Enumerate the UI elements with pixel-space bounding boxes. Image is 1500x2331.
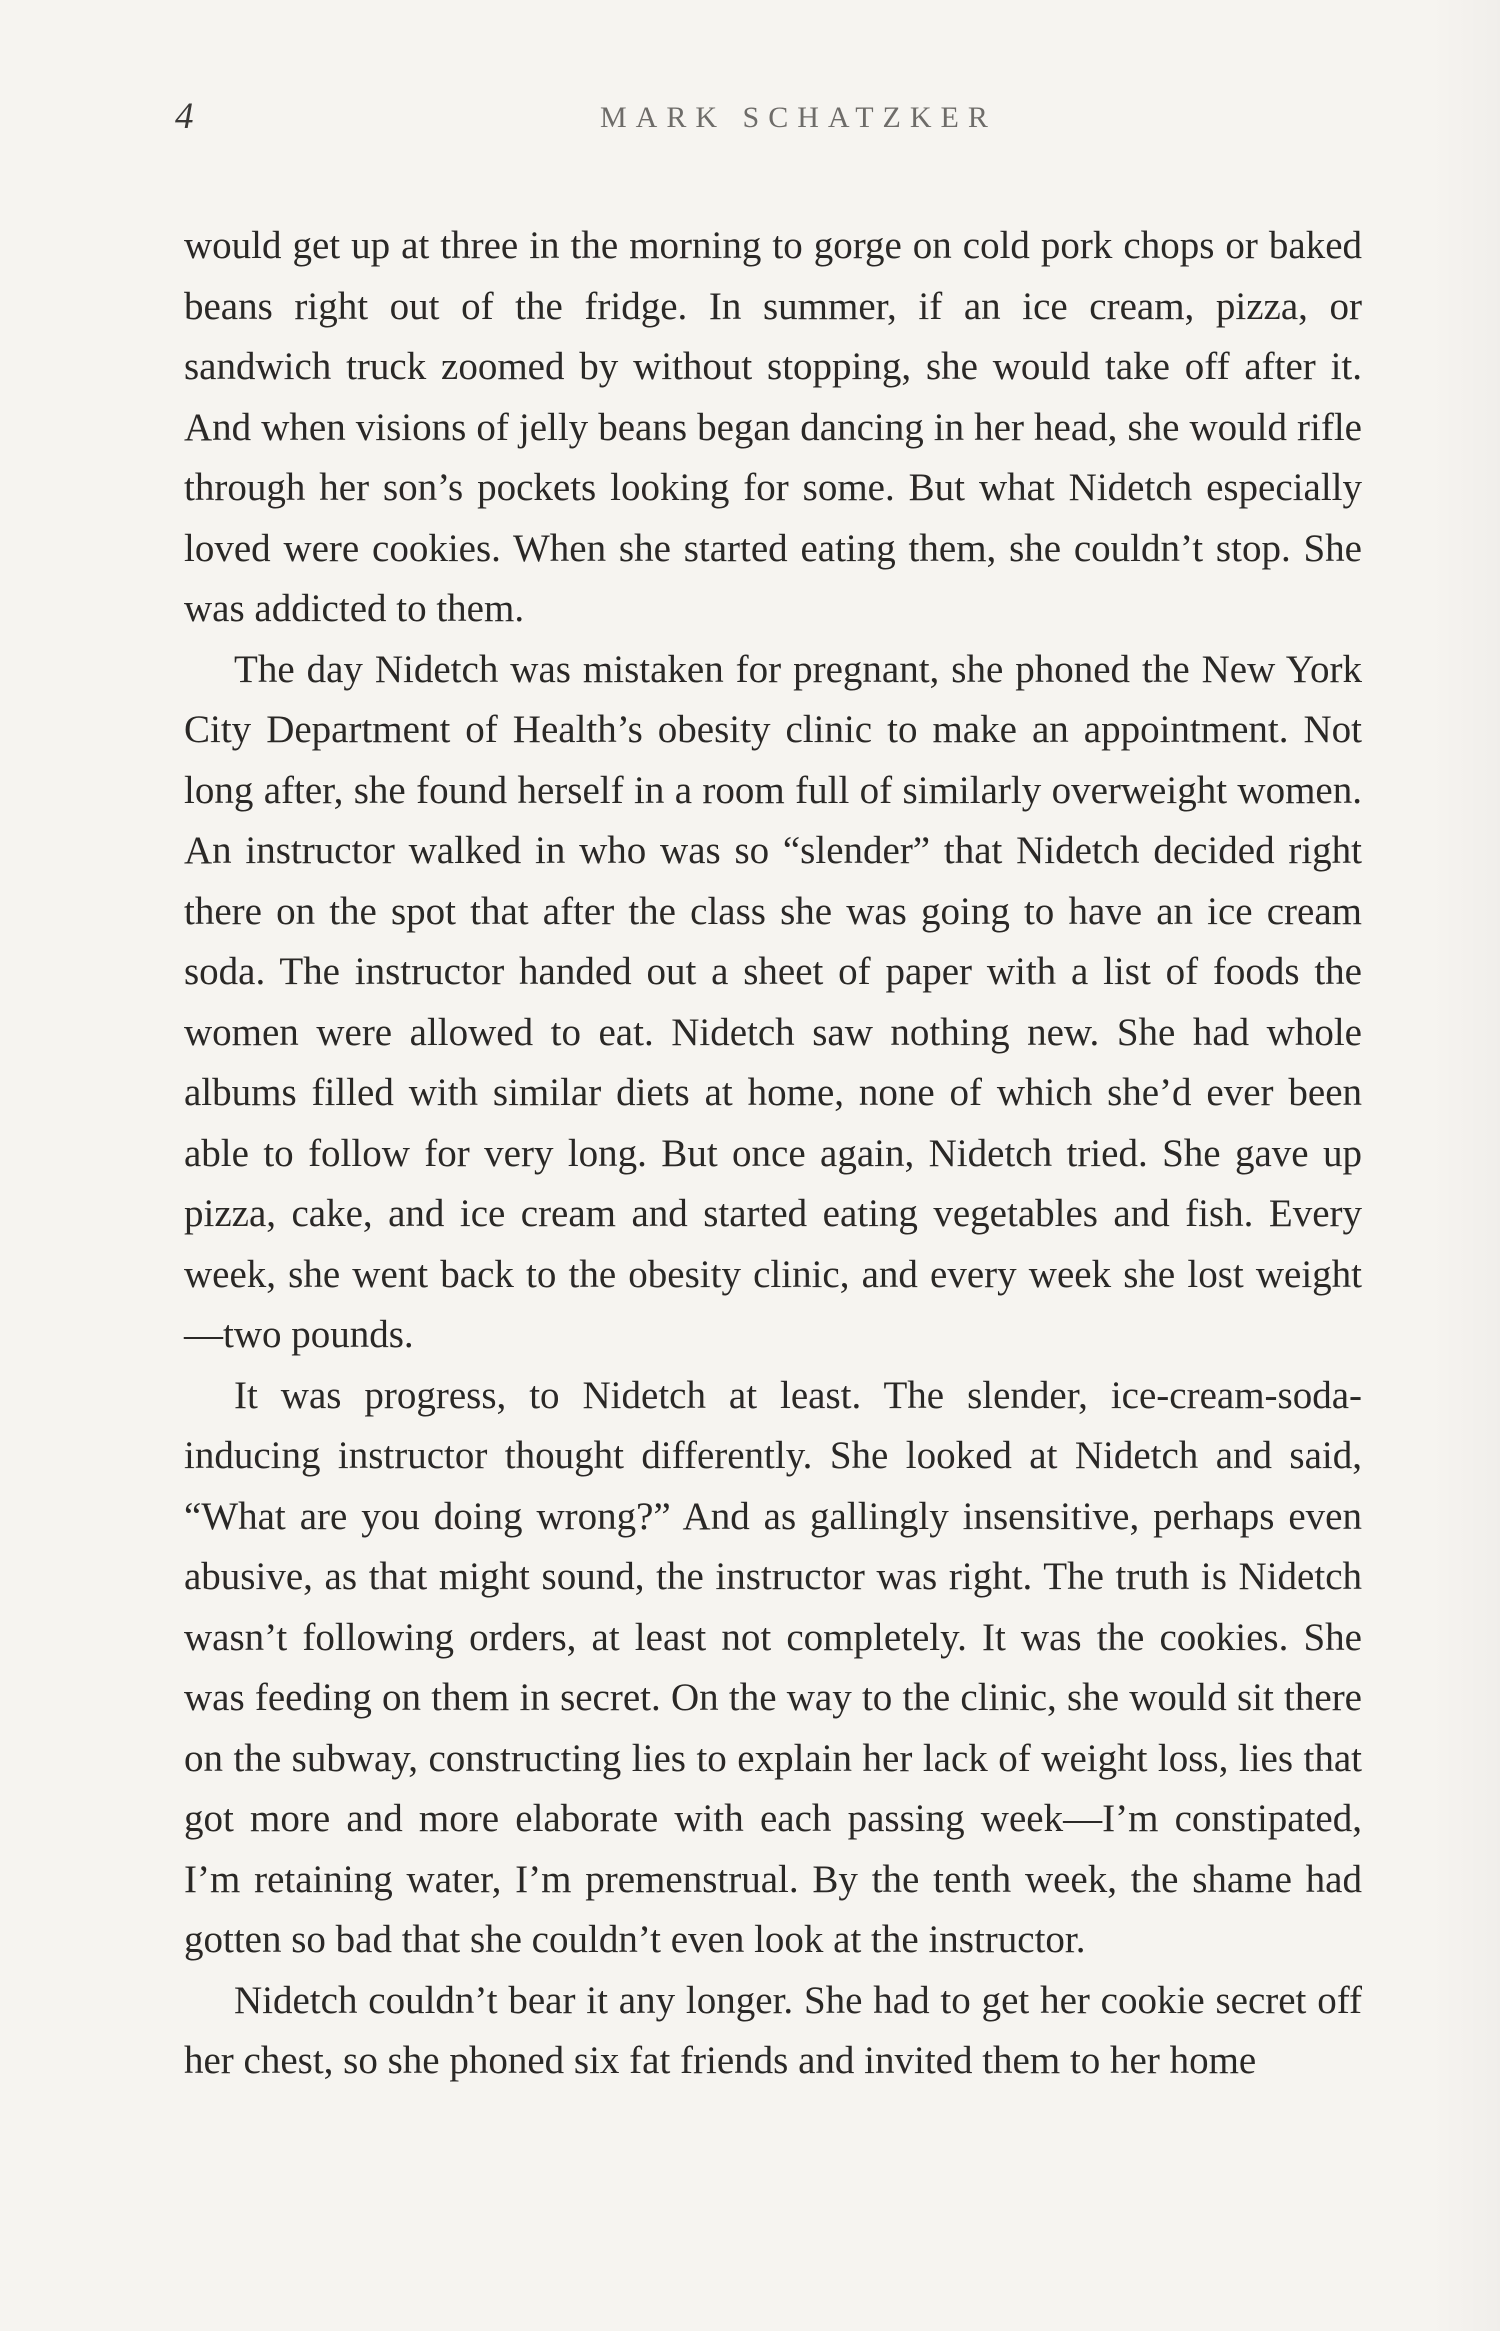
page-number: 4: [175, 96, 194, 137]
running-head: [0, 95, 1500, 145]
paragraph: would get up at three in the morning to gorge on cold pork chops or baked beans right out of the fridge. In summer, if an ice cream, pizza, or sandwich truck zoomed by without stopping, she would take off after it. And when visions of jelly beans began dancing in her head, she would rifle through her son’s pockets looking for some. But what Nidetch especially loved were cookies. When she started eating them, she couldn’t stop. She was addicted to them.: [184, 224, 1362, 630]
scan-edge-shading: [1430, 0, 1500, 2331]
paragraph: It was progress, to Nidetch at least. The slender, ice-cream-soda-inducing instructor thought differently. She looked at Nidetch and said, “What are you doing wrong?” And as gallingly insensitive, perhaps even abusive, as that might sound, the instructor was right. The truth is Nidetch wasn’t following orders, at least not completely. It was the cookies. She was feeding on them in secret. On the way to the clinic, she would sit there on the subway, constructing lies to explain her lack of weight loss, lies that got more and more elaborate with each passing week—I’m constipated, I’m retaining water, I’m premenstrual. By the tenth week, the shame had gotten so bad that she couldn’t even look at the instructor.: [184, 1373, 1362, 1961]
body-text: [184, 216, 1362, 2092]
paragraph: The day Nidetch was mistaken for pregnant, she phoned the New York City Department of Health’s obesity clinic to make an appointment. Not long after, she found herself in a room full of similarly overweight women. An instructor walked in who was so “slender” that Nidetch decided right there on the spot that after the class she was going to have an ice cream soda. The instructor handed out a sheet of paper with a list of foods the women were allowed to eat. Nidetch saw nothing new. She had whole albums filled with similar diets at home, none of which she’d ever been able to follow for very long. But once again, Nidetch tried. She gave up pizza, cake, and ice cream and started eating vegetables and fish. Every week, she went back to the obesity clinic, and every week she lost weight—two pounds.: [184, 647, 1362, 1356]
paragraph: Nidetch couldn’t bear it any longer. She had to get her cookie secret off her chest, so she phoned six fat friends and invited them to her home: [184, 1978, 1362, 2082]
running-head-author: MARK SCHATZKER: [600, 101, 997, 134]
